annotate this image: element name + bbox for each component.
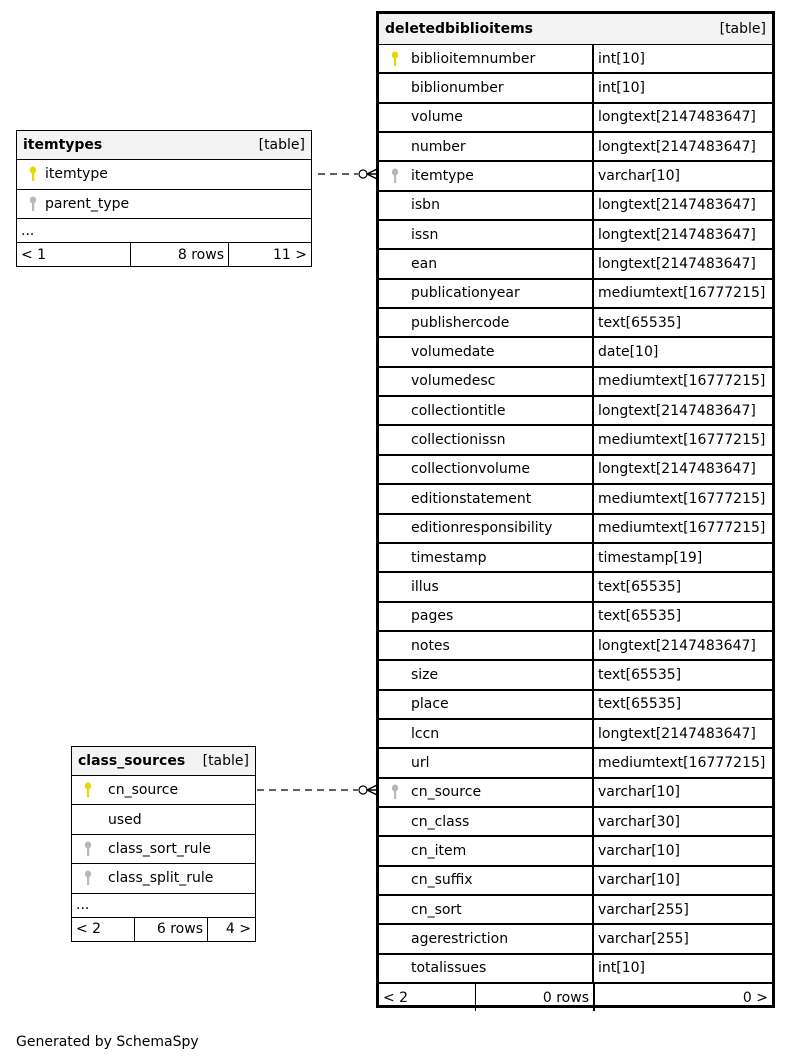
column-name: notes [411,637,450,654]
column-name: agerestriction [411,930,509,947]
column-type: varchar[10] [592,779,772,806]
column-name: itemtype [45,166,108,183]
foreign-key-icon [385,168,405,184]
column-row-pages[interactable] [379,603,772,632]
column-type: longtext[2147483647] [592,397,772,424]
column-name: size [411,666,439,683]
row-count: 6 rows [134,918,207,941]
column-row-volume[interactable] [379,104,772,133]
column-name: parent_type [45,195,130,212]
column-type: date[10] [592,338,772,365]
column-row-editionresponsibility[interactable] [379,515,772,544]
table-itemtypes[interactable] [16,130,312,267]
column-row-publicationyear[interactable] [379,280,772,309]
column-type: longtext[2147483647] [592,250,772,277]
foreign-key-icon [78,841,98,857]
parents-count[interactable]: < 2 [383,989,409,1006]
column-row-issn[interactable] [379,221,772,250]
column-name: totalissues [411,960,487,977]
table-class-sources[interactable] [71,746,256,942]
foreign-key-icon [23,196,43,212]
column-row-biblionumber[interactable] [379,74,772,103]
column-type: text[65535] [592,661,772,688]
column-type: mediumtext[16777215] [592,426,772,453]
column-name: isbn [411,197,440,214]
column-row-class-sort-rule[interactable] [72,835,255,864]
column-row-volumedesc[interactable] [379,368,772,397]
column-type: longtext[2147483647] [592,632,772,659]
column-row-totalissues[interactable] [379,955,772,984]
column-row-place[interactable] [379,691,772,720]
children-count[interactable]: 11 > [228,243,311,266]
row-count: 8 rows [130,243,228,266]
table-header [17,131,311,160]
column-name: lccn [411,725,440,742]
foreign-key-icon [385,784,405,800]
column-row-collectionvolume[interactable] [379,456,772,485]
column-type: mediumtext[16777215] [592,515,772,542]
column-name: used [108,811,142,828]
column-row-number[interactable] [379,133,772,162]
column-row-url[interactable] [379,749,772,778]
column-type: text[65535] [592,309,772,336]
column-type: varchar[10] [592,837,772,864]
column-row-itemtype[interactable] [17,160,311,190]
children-count[interactable]: 0 > [593,984,772,1011]
column-row-editionstatement[interactable] [379,485,772,514]
table-name: deletedbiblioitems [385,21,533,37]
column-type: varchar[10] [592,867,772,894]
column-name: cn_source [411,784,482,801]
column-row-parent-type[interactable] [17,190,311,220]
column-type: text[65535] [592,573,772,600]
table-deletedbiblioitems[interactable] [376,11,775,1008]
primary-key-icon [78,782,98,798]
column-row-agerestriction[interactable] [379,925,772,954]
column-type: int[10] [592,45,772,72]
column-name: collectiontitle [411,402,506,419]
column-row-lccn[interactable] [379,720,772,749]
column-row-cn-sort[interactable] [379,896,772,925]
table-footer [379,984,772,1011]
column-type: longtext[2147483647] [592,221,772,248]
column-row-class-split-rule[interactable] [72,864,255,893]
column-name: cn_item [411,842,467,859]
more-columns: ... [17,219,311,243]
column-name: cn_sort [411,901,462,918]
column-row-collectiontitle[interactable] [379,397,772,426]
column-row-illus[interactable] [379,573,772,602]
table-name: class_sources [78,753,186,769]
column-type: mediumtext[16777215] [592,749,772,776]
column-row-ean[interactable] [379,250,772,279]
edge-itemtypes-to-deletedbiblioitems [318,169,377,179]
column-name: cn_class [411,813,470,830]
column-name: cn_suffix [411,872,473,889]
column-row-size[interactable] [379,661,772,690]
column-name: volumedate [411,344,495,361]
column-type: longtext[2147483647] [592,104,772,131]
column-name: timestamp [411,549,487,566]
table-kind: [table] [258,137,305,153]
row-count: 0 rows [475,984,593,1011]
column-name: editionresponsibility [411,520,553,537]
column-type: int[10] [592,74,772,101]
column-row-itemtype[interactable] [379,162,772,191]
column-name: class_split_rule [108,870,214,887]
column-type: longtext[2147483647] [592,456,772,483]
column-row-notes[interactable] [379,632,772,661]
column-row-collectionissn[interactable] [379,426,772,455]
column-name: illus [411,578,439,595]
column-name: publishercode [411,314,510,331]
column-type: mediumtext[16777215] [592,280,772,307]
column-row-isbn[interactable] [379,192,772,221]
column-type: timestamp[19] [592,544,772,571]
column-type: varchar[30] [592,808,772,835]
column-type: text[65535] [592,603,772,630]
column-row-publishercode[interactable] [379,309,772,338]
parents-count[interactable]: < 1 [21,246,47,263]
column-name: issn [411,226,439,243]
column-type: text[65535] [592,691,772,718]
column-type: mediumtext[16777215] [592,368,772,395]
generated-by-label: Generated by SchemaSpy [16,1034,199,1050]
column-type: varchar[10] [592,162,772,189]
more-columns: ... [72,894,255,918]
parents-count[interactable]: < 2 [76,921,102,938]
column-name: pages [411,608,454,625]
table-footer [17,243,311,266]
column-row-timestamp[interactable] [379,544,772,573]
primary-key-icon [23,166,43,182]
column-name: cn_source [108,782,179,799]
table-name: itemtypes [23,137,103,153]
column-row-used[interactable] [72,805,255,834]
column-name: place [411,696,449,713]
column-row-cn-class[interactable] [379,808,772,837]
column-name: itemtype [411,168,474,185]
column-name: url [411,754,430,771]
column-name: volume [411,109,463,126]
table-kind: [table] [202,753,249,769]
column-row-biblioitemnumber[interactable] [379,45,772,74]
foreign-key-icon [78,870,98,886]
column-name: number [411,138,466,155]
column-name: biblionumber [411,80,504,97]
table-footer [72,918,255,941]
column-type: varchar[255] [592,925,772,952]
column-type: int[10] [592,955,772,982]
column-type: varchar[255] [592,896,772,923]
column-row-cn-item[interactable] [379,837,772,866]
column-row-cn-suffix[interactable] [379,867,772,896]
column-type: longtext[2147483647] [592,192,772,219]
column-type: mediumtext[16777215] [592,485,772,512]
edge-class-sources-to-deletedbiblioitems [257,785,377,795]
column-name: editionstatement [411,490,532,507]
column-name: class_sort_rule [108,840,211,857]
table-kind: [table] [719,21,766,37]
column-name: collectionvolume [411,461,531,478]
table-header [72,747,255,776]
column-row-cn-source[interactable] [72,776,255,805]
column-type: longtext[2147483647] [592,133,772,160]
column-row-cn-source[interactable] [379,779,772,808]
column-name: biblioitemnumber [411,50,536,67]
column-name: collectionissn [411,432,506,449]
column-name: ean [411,256,438,273]
column-name: volumedesc [411,373,496,390]
table-header [379,14,772,45]
column-row-volumedate[interactable] [379,338,772,367]
column-type: longtext[2147483647] [592,720,772,747]
children-count[interactable]: 4 > [207,918,255,941]
column-name: publicationyear [411,285,520,302]
primary-key-icon [385,51,405,67]
